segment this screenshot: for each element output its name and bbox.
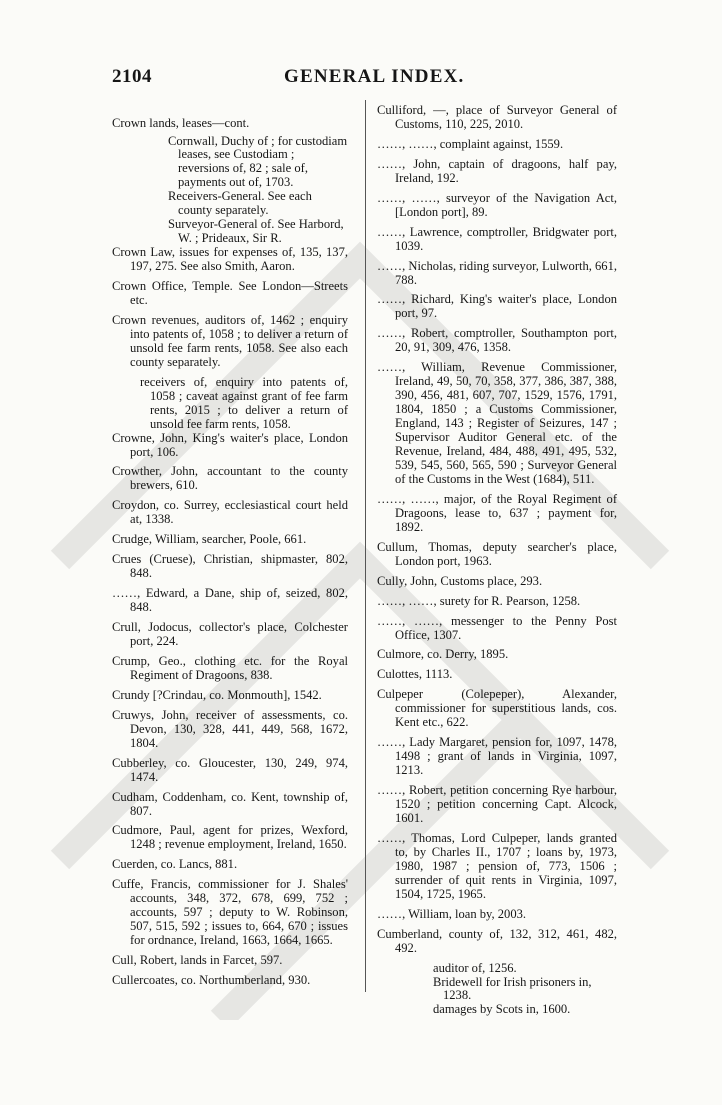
index-entry: Cornwall, Duchy of ; for custodiam leases, see Custodiam ; reversions of, 82 ; sale of, payments out of, 1703. xyxy=(168,133,348,190)
index-entry: damages by Scots in, 1600. xyxy=(433,1002,571,1017)
index-entry: Cruwys, John, receiver of assessments, co. Devon, 130, 328, 441, 449, 568, 1672, 1804. xyxy=(112,707,348,750)
index-entry: Receivers-General. See each county separately. xyxy=(168,189,312,218)
index-entry: Crues (Cruese), Christian, shipmaster, 802, 848. xyxy=(112,552,348,581)
index-entry: ……, Edward, a Dane, ship of, seized, 802, 848. xyxy=(112,586,348,615)
index-entry: Cullum, Thomas, deputy searcher's place, London port, 1963. xyxy=(377,539,617,568)
index-entry: Culmore, co. Derry, 1895. xyxy=(377,647,509,662)
index-entry: Crown lands, leases—cont. xyxy=(112,115,250,130)
index-entry: Crown Office, Temple. See London—Streets etc. xyxy=(112,279,348,307)
index-entry: Cumberland, county of, 132, 312, 461, 482, 492. xyxy=(377,926,617,955)
index-entry: ……, William, loan by, 2003. xyxy=(377,906,526,921)
index-entry: Cull, Robert, lands in Farcet, 597. xyxy=(112,953,283,968)
index-column-left xyxy=(112,104,348,994)
index-entry: Cudmore, Paul, agent for prizes, Wexford, 1248 ; revenue employment, Ireland, 1650. xyxy=(112,823,348,852)
page-header xyxy=(112,66,632,96)
index-entry: Crull, Jodocus, collector's place, Colchester port, 224. xyxy=(112,620,348,648)
index-entry: ……, Thomas, Lord Culpeper, lands granted to, by Charles II., 1707 ; loans by, 1973, 1980, 1987 ; pension of, 773, 1506 ; surrender of quit rents in Virginia, 1097, 1504, 1725, 1965. xyxy=(377,830,617,901)
index-entry: Cully, John, Customs place, 293. xyxy=(377,573,543,588)
index-entry: auditor of, 1256. xyxy=(433,960,517,975)
index-column-right xyxy=(377,104,617,1017)
index-entry: ……, John, captain of dragoons, half pay, Ireland, 192. xyxy=(377,156,617,185)
index-entry: ……, Lady Margaret, pension for, 1097, 1478, 1498 ; grant of lands in Virginia, 1097, 1213. xyxy=(377,735,617,778)
index-entry: receivers of, enquiry into patents of, 1058 ; caveat against grant of fee farm rents, 2015 ; to deliver a return of unsold fee farm rents, 1058. xyxy=(140,374,348,431)
column-divider xyxy=(365,100,366,992)
index-entry: Cuerden, co. Lancs, 881. xyxy=(112,857,238,872)
index-entry: ……, ……, complaint against, 1559. xyxy=(377,136,564,151)
index-entry: Bridewell for Irish prisoners in, 1238. xyxy=(433,974,592,1003)
index-entry: Crown Law, issues for expenses of, 135, 137, 197, 275. See also Smith, Aaron. xyxy=(112,245,348,274)
index-entry: ……, Robert, petition concerning Rye harbour, 1520 ; petition concerning Capt. Alcock, 1601. xyxy=(377,783,617,825)
index-entry: Crundy [?Crindau, co. Monmouth], 1542. xyxy=(112,687,322,702)
index-entry: Crowther, John, accountant to the county brewers, 610. xyxy=(112,464,348,493)
index-entry: Crown revenues, auditors of, 1462 ; enquiry into patents of, 1058 ; to deliver a return of unsold fee farm rents, 1058. See also each county separately. xyxy=(112,312,348,369)
index-entry: ……, Nicholas, riding surveyor, Lulworth, 661, 788. xyxy=(377,258,617,287)
index-entry: ……, ……, major, of the Royal Regiment of Dragoons, lease to, 637 ; payment for, 1892. xyxy=(377,491,617,534)
index-entry: Cullercoates, co. Northumberland, 930. xyxy=(112,973,311,988)
page-title: GENERAL INDEX. xyxy=(284,66,465,87)
index-entry: Cubberley, co. Gloucester, 130, 249, 974, 1474. xyxy=(112,755,348,784)
index-entry: ……, Robert, comptroller, Southampton port, 20, 91, 309, 476, 1358. xyxy=(377,326,617,355)
index-entry: Croydon, co. Surrey, ecclesiastical court held at, 1338. xyxy=(112,498,348,527)
index-entry: Cuffe, Francis, commissioner for J. Shales' accounts, 348, 372, 678, 699, 752 ; accounts, 597 ; deputy to W. Robinson, 507, 515, 592 ; issues to, 664, 670 ; issues for ordnance, Ireland, 1663, 1664, 1665. xyxy=(112,877,348,948)
index-entry: Culpeper (Colepeper), Alexander, commissioner for superstitious lands, cos. Kent etc., 622. xyxy=(377,687,617,730)
index-entry: ……, ……, messenger to the Penny Post Office, 1307. xyxy=(377,613,617,642)
index-entry: Crudge, William, searcher, Poole, 661. xyxy=(112,532,307,547)
index-entry: ……, Richard, King's waiter's place, London port, 97. xyxy=(377,292,617,321)
index-entry: Culliford, —, place of Surveyor General of Customs, 110, 225, 2010. xyxy=(377,103,617,131)
index-entry: Crowne, John, King's waiter's place, London port, 106. xyxy=(112,430,348,459)
index-entry: ……, ……, surety for R. Pearson, 1258. xyxy=(377,593,581,608)
index-entry: ……, Lawrence, comptroller, Bridgwater port, 1039. xyxy=(377,224,617,253)
index-entry: Cudham, Coddenham, co. Kent, township of, 807. xyxy=(112,789,348,818)
page-number: 2104 xyxy=(112,66,152,87)
index-entry: Crump, Geo., clothing etc. for the Royal Regiment of Dragoons, 838. xyxy=(112,653,348,682)
index-entry: ……, ……, surveyor of the Navigation Act, [London port], 89. xyxy=(377,190,617,219)
index-entry: ……, William, Revenue Commissioner, Ireland, 49, 50, 70, 358, 377, 386, 387, 388, 390, 456, 481, 607, 707, 1529, 1576, 1791, 1804, 1850 ; a Customs Commissioner, England, 143 ; Register of Seizures, 147 ; Supervisor Auditor General etc. of the Revenue, Ireland, 484, 488, 491, 495, 532, 539, 545, 560, 565, 590 ; Surveyor General of the Customs in the West (1684), 511. xyxy=(377,360,617,486)
index-entry: Culottes, 1113. xyxy=(377,667,453,682)
index-entry: Surveyor-General of. See Harbord, W. ; Prideaux, Sir R. xyxy=(168,217,344,246)
